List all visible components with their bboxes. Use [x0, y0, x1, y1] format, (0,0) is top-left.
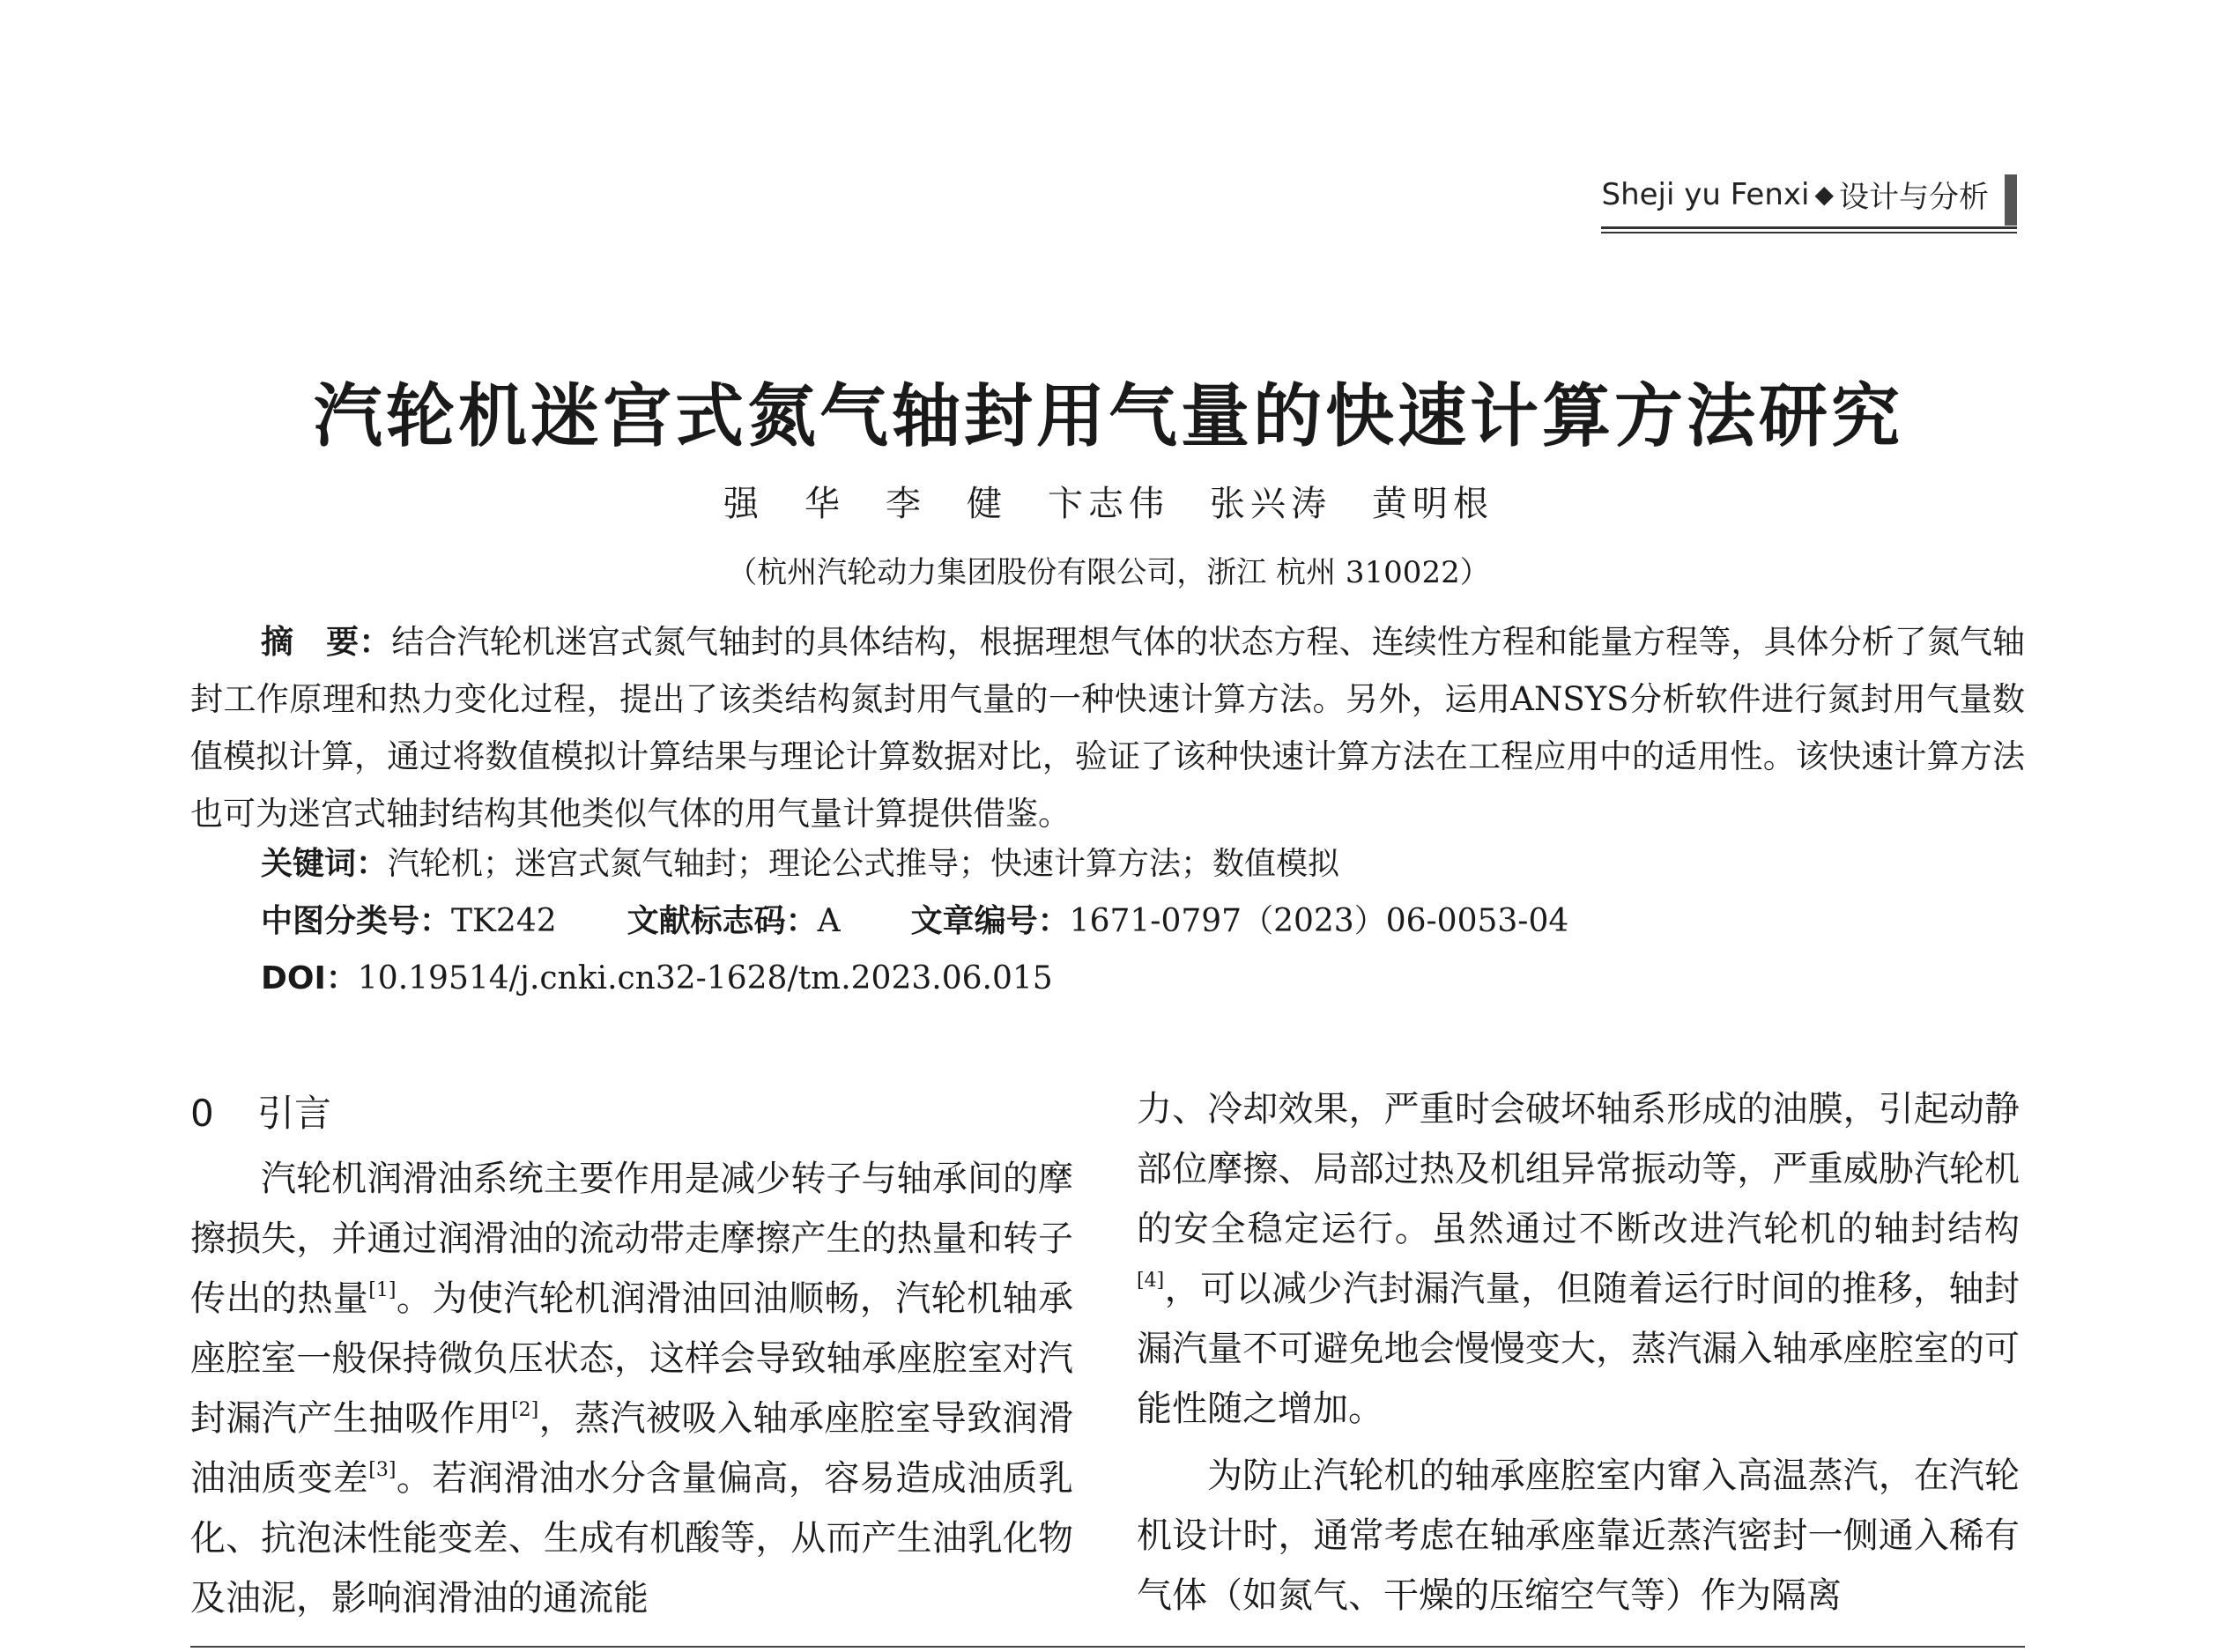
bottom-rule — [190, 1646, 2025, 1648]
left-column — [190, 1085, 1073, 1628]
paper-title: 汽轮机迷宫式氮气轴封用气量的快速计算方法研究 — [313, 377, 1903, 456]
clc-label: 中图分类号： — [261, 903, 452, 939]
abstract-text: 结合汽轮机迷宫式氮气轴封的具体结构，根据理想气体的状态方程、连续性方程和能量方程等，具体分析了氮气轴封工作原理和热力变化过程，提出了该类结构氮封用气量的一种快速计算方法。另外，运用ANSYS分析软件进行氮封用气量数值模拟计算，通过将数值模拟计算结果与理论计算数据对比，验证了该种快速计算方法在工程应用中的适用性。该快速计算方法也可为迷宫式轴封结构其他类似气体的用气量计算提供借鉴。 — [190, 623, 2026, 833]
section-number: 0 — [190, 1092, 214, 1135]
intro-paragraph-2: 为防止汽轮机的轴承座腔室内窜入高温蒸汽，在汽轮机设计时，通常考虑在轴承座靠近蒸汽密封一侧通入稀有气体（如氮气、干燥的压缩空气等）作为隔离 — [1137, 1456, 2020, 1616]
intro-paragraph-1 — [190, 1149, 1073, 1628]
classification-line — [261, 896, 1568, 941]
journal-section-latin: Sheji yu Fenxi — [1601, 176, 1810, 212]
abstract-label: 摘 要： — [261, 623, 392, 661]
doc-code-label: 文献标志码： — [627, 903, 818, 939]
body-text: ，蒸汽被吸入轴承座腔室导致润滑油油质变差 — [190, 1398, 1074, 1499]
section-title: 引言 — [257, 1092, 332, 1135]
keywords-label: 关键词： — [261, 846, 389, 882]
right-column — [1137, 1079, 2020, 1626]
doi-label: DOI： — [261, 960, 358, 996]
article-number-value: 1671-0797（2023）06-0053-04 — [1069, 903, 1569, 939]
citation-1[interactable]: [1] — [368, 1279, 397, 1301]
body-text: 。为使汽轮机润滑油回油顺畅，汽轮机轴承座腔室一般保持微负压状态，这样会导致轴承座腔室对汽封漏汽产生抽吸作用 — [190, 1278, 1074, 1439]
abstract — [190, 613, 2025, 842]
body-text: 汽轮机润滑油系统主要作用是减少转子与轴承间的摩擦损失，并通过润滑油的流动带走摩擦产生的热量和转子传出的热量 — [190, 1159, 1073, 1319]
citation-3[interactable]: [3] — [368, 1459, 397, 1481]
doi-line — [261, 953, 1053, 998]
author-list: 强 华 李 健 卞志伟 张兴涛 黄明根 — [723, 484, 1494, 524]
clc-value: TK242 — [451, 903, 557, 939]
running-header — [1601, 173, 2017, 229]
doc-code-value: A — [817, 903, 841, 939]
diamond-icon: ◆ — [1814, 180, 1834, 209]
body-text: 力、冷却效果，严重时会破坏轴系形成的油膜，引起动静部位摩擦、局部过热及机组异常振动等，严重威胁汽轮机的安全稳定运行。虽然通过不断改进汽轮机的轴封结构 — [1137, 1089, 2020, 1249]
section-heading — [190, 1085, 1073, 1142]
citation-4[interactable]: [4] — [1137, 1270, 1165, 1292]
body-text: ，可以减少汽封漏汽量，但随着运行时间的推移，轴封漏汽量不可避免地会慢慢变大，蒸汽漏入轴承座腔室的可能性随之增加。 — [1137, 1269, 2020, 1429]
citation-2[interactable]: [2] — [511, 1399, 539, 1421]
doi-value: 10.19514/j.cnki.cn32-1628/tm.2023.06.015 — [357, 960, 1053, 996]
article-number-label: 文章编号： — [910, 903, 1070, 939]
body-text: 。若润滑油水分含量偏高，容易造成油质乳化、抗泡沫性能变差、生成有机酸等，从而产生油乳化物及油泥，影响润滑油的通流能 — [190, 1458, 1074, 1619]
affiliation: （杭州汽轮动力集团股份有限公司，浙江 杭州 310022） — [727, 555, 1490, 590]
journal-section-chinese: 设计与分析 — [1839, 180, 1989, 215]
keywords-line — [261, 839, 1339, 884]
header-bar-icon — [2005, 174, 2017, 226]
keywords-text: 汽轮机；迷宫式氮气轴封；理论公式推导；快速计算方法；数值模拟 — [388, 846, 1340, 882]
intro-paragraph-1-continued — [1137, 1079, 2020, 1439]
